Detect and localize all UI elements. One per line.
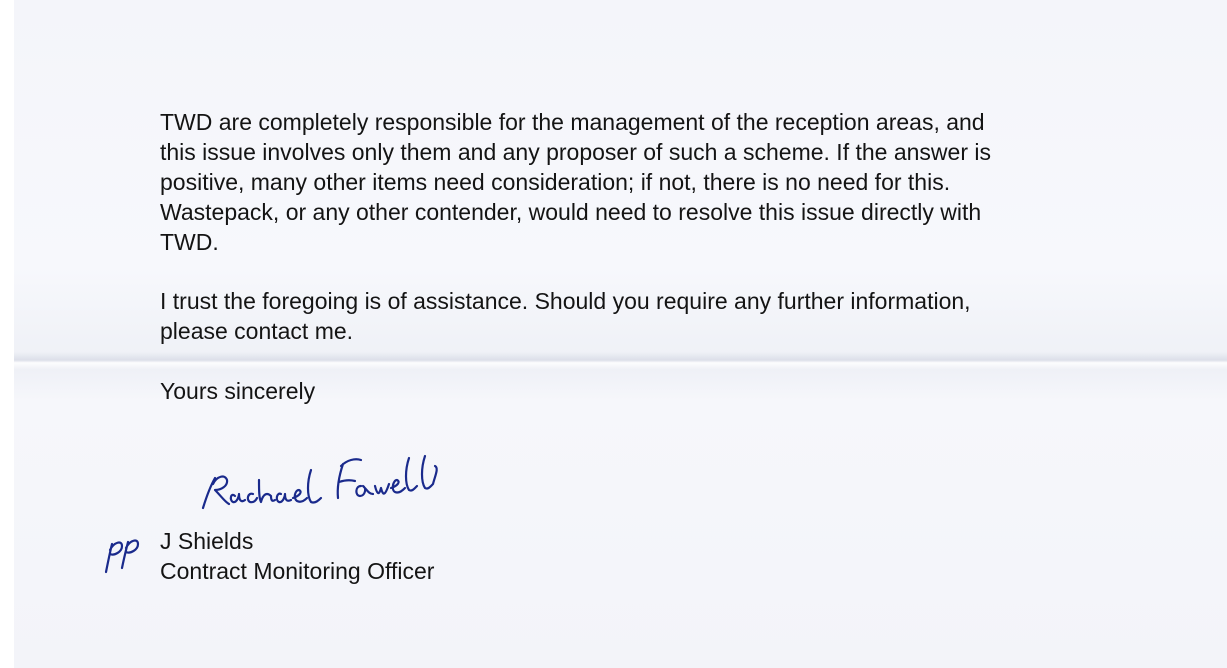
pp-initials-mark: [96, 528, 146, 576]
handwritten-signature: [195, 440, 460, 520]
paper-fold-crease: [14, 352, 1227, 370]
closing-salutation: Yours sincerely: [160, 378, 316, 404]
body-paragraph-2: I trust the foregoing is of assistance. Should you require any further information, please contact me.: [160, 288, 971, 344]
signer-name: J Shields: [160, 528, 254, 554]
scan-edge: [0, 0, 14, 668]
signer-title: Contract Monitoring Officer: [160, 558, 435, 584]
body-paragraph-1: TWD are completely responsible for the management of the reception areas, and this issue involves only them and any proposer of such a scheme. If the answer is positive, many other items need consideration; if not, there is no need for this. Wastepack, or any other contender, would need to resolve this issue directly with TWD.: [160, 109, 991, 255]
